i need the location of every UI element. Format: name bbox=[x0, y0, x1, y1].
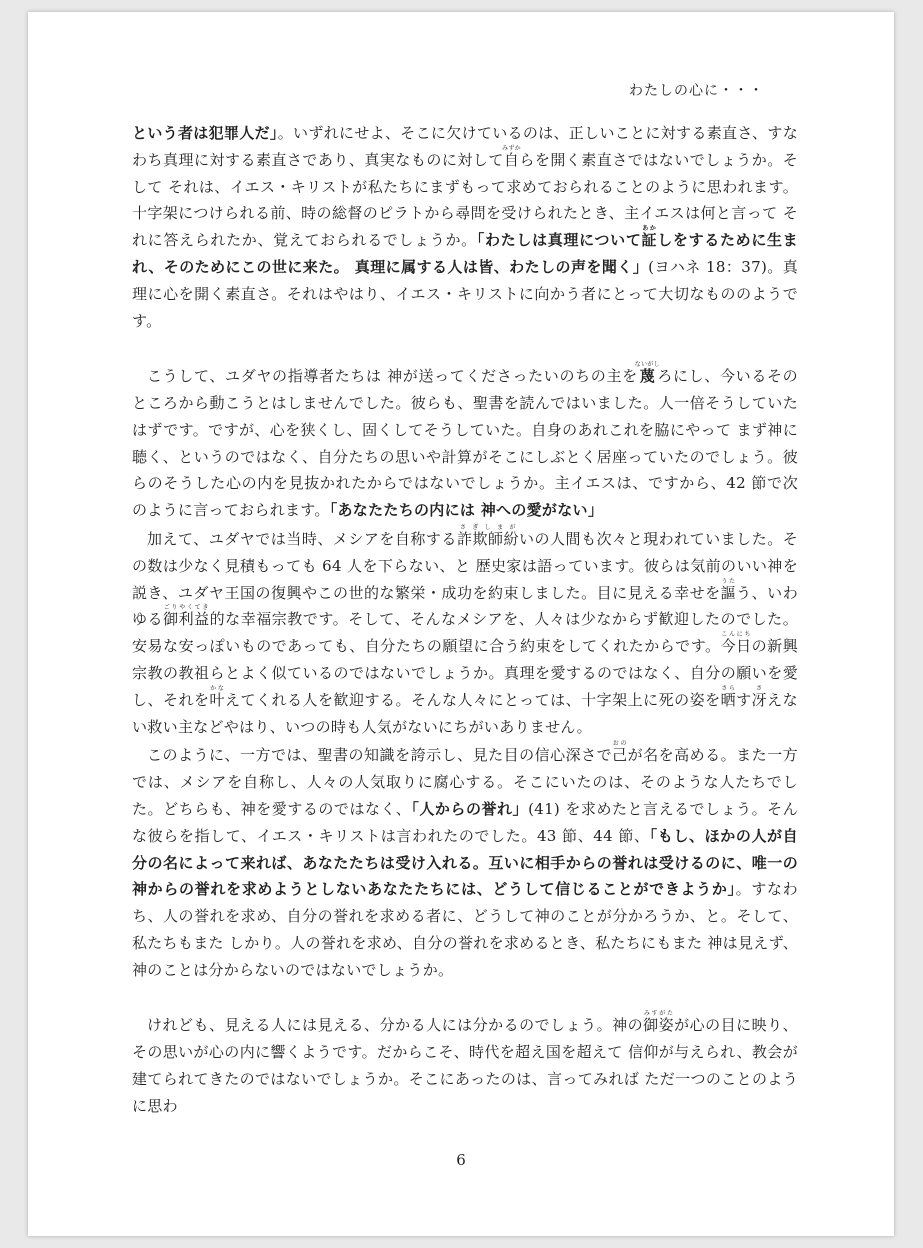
bold-quote: 「もし、ほかの人が自分の名によって来れば、あなたたちは受け入れる。互いに相手からの誉れは受けるのに、唯一の神からの誉れを求めようとしないあなたたちには、どうして信じることができようか」 bbox=[132, 826, 798, 899]
paragraph-3 bbox=[132, 524, 798, 740]
text-run: 加えて、ユダヤでは当時、メシアを自称する bbox=[147, 529, 457, 548]
ruby-annotation: 自みずか bbox=[502, 144, 521, 169]
text-run: (41) を求めたと言えるでしょう。そんな彼らを指して、イエス・キリストは言われたのでした。43 節、44 節、 bbox=[132, 799, 799, 845]
text-run: えてくれる人を歓迎する。そんな人々にとっては、十字架上に死の姿を bbox=[225, 690, 721, 709]
ruby-annotation: 蔑ないがし bbox=[634, 361, 660, 386]
text-run: が心の目に映り、その思いが心の内に響くようです。だからこそ、時代を超え国を超えて 信仰が与えられ、教会が建てられてきたのではないでしょうか。そこにあったのは、言ってみれば ただ一つのことのように思わ bbox=[132, 1016, 798, 1115]
text-run: 的な幸福宗教です。そして、そんなメシアを、人々は少なからず歓迎したのでした。安易な安っぽいものであっても、自分たちの願望に合う約束をしてくれたからです。 bbox=[132, 610, 798, 656]
text-run: 。いずれにせよ、そこに欠けているのは、正しいことに対する素直さ、すなわち真理に対する素直さであり、真実なものに対して bbox=[132, 124, 798, 169]
bold-quote: 「わたしは真理について証あかしをするために生まれ、そのためにこの世に来た。 真理に属する人は皆、わたしの声を聞く」 bbox=[132, 225, 798, 276]
text-run: が名を高める。また一方では、メシアを自称し、人々の人気取りに腐心する。そこにいたのは、そのような人たちでした。どちらも、神を愛するのではなく、 bbox=[132, 746, 798, 818]
paragraph-1 bbox=[132, 120, 798, 334]
text-run: 。すなわち、人の誉れを求め、自分の誉れを求める者に、どうして神のことが分かろうか、と。そして、私たちもまた しかり。人の誉れを求め、自分の誉れを求めるとき、私たちにもまた 神は見えず、神のことは分からないのではないでしょうか。 bbox=[132, 880, 798, 979]
text-run: らを開く素直さではないでしょうか。そして それは、イエス・キリストが私たちにまずもって求めておられることのように思われます。十字架につけられる前、時の総督のピラトから尋問を受けられたとき、主イエスは何と言って それに答えられたか、覚えておられるでしょうか。 bbox=[132, 150, 799, 250]
bold-quote: 「あなたたちの内には 神への愛がない」 bbox=[329, 501, 604, 520]
text-run: の新興宗教の教祖らとよく似ているのではないでしょうか。真理を愛するのではなく、自分の願いを愛し、それを bbox=[132, 637, 798, 709]
ruby-annotation: 己おの bbox=[612, 740, 628, 765]
ruby-annotation: 冴さ bbox=[751, 684, 768, 709]
running-header: わたしの心に・・・ bbox=[629, 83, 764, 99]
text-run: えない救い主などやはり、いつの時も人気がないにちがいありません。 bbox=[132, 690, 798, 736]
bold-quote: 「人からの誉れ」 bbox=[411, 799, 529, 818]
body-text bbox=[132, 120, 798, 1119]
ruby-annotation: 証あか bbox=[641, 225, 658, 250]
page-number: 6 bbox=[456, 1151, 466, 1169]
paragraph-5 bbox=[132, 1010, 798, 1119]
text-run: す bbox=[736, 690, 752, 709]
text-run: (ヨハネ 18：37)。真理に心を開く素直さ。それはやはり、イエス・キリストに向かう者にとって大切なもののようです。 bbox=[132, 257, 799, 330]
text-run: けれども、見える人には見える、分かる人には分かるのでしょう。神の bbox=[147, 1016, 644, 1035]
ruby-annotation: 叶かな bbox=[209, 684, 225, 709]
ruby-annotation: 御姿みすがた bbox=[643, 1010, 675, 1035]
document-page bbox=[28, 12, 894, 1236]
text-run: ろにし、今いるそのところから動こうとはしませんでした。彼らも、聖書を読んではいました。人一倍そうしていたはずです。ですが、心を狭くし、固くしてそうしていた。自身のあれこれを脇にやって まず神に聴く、というのではなく、自分たちの思いや計算がそこにしぶとく居座っていたのでしょう。彼らのそうした心の内を見抜かれたからではないでしょうか。主イエスは、ですから、42 節で次のように言っておられます。 bbox=[132, 367, 798, 520]
text-run: このように、一方では、聖書の知識を誇示し、見た目の信心深さで bbox=[147, 746, 613, 765]
ruby-annotation: 謳うた bbox=[720, 577, 737, 602]
text-run: う、いわゆる bbox=[132, 583, 798, 629]
ruby-annotation: 今日こんにち bbox=[720, 631, 752, 656]
ruby-annotation: 詐欺師紛さぎしまが bbox=[456, 523, 520, 548]
paragraph-4 bbox=[132, 740, 798, 983]
paragraph-2 bbox=[132, 361, 798, 524]
text-run: こうして、ユダヤの指導者たちは 神が送ってくださったいのちの主を bbox=[147, 367, 638, 386]
text-run: いの人間も次々と現われていました。その数は少なく見積もっても 64 人を下らない、と 歴史家は語っています。彼らは気前のいい神を説き、ユダヤ王国の復興やこの世的な繁栄・成功を約束しました。目に見える幸せを bbox=[132, 529, 799, 602]
bold-text: という者は犯罪人だ」 bbox=[132, 124, 278, 142]
ruby-annotation: 御利益ごりやくてき bbox=[163, 604, 210, 629]
ruby-annotation: 晒さら bbox=[720, 684, 737, 709]
